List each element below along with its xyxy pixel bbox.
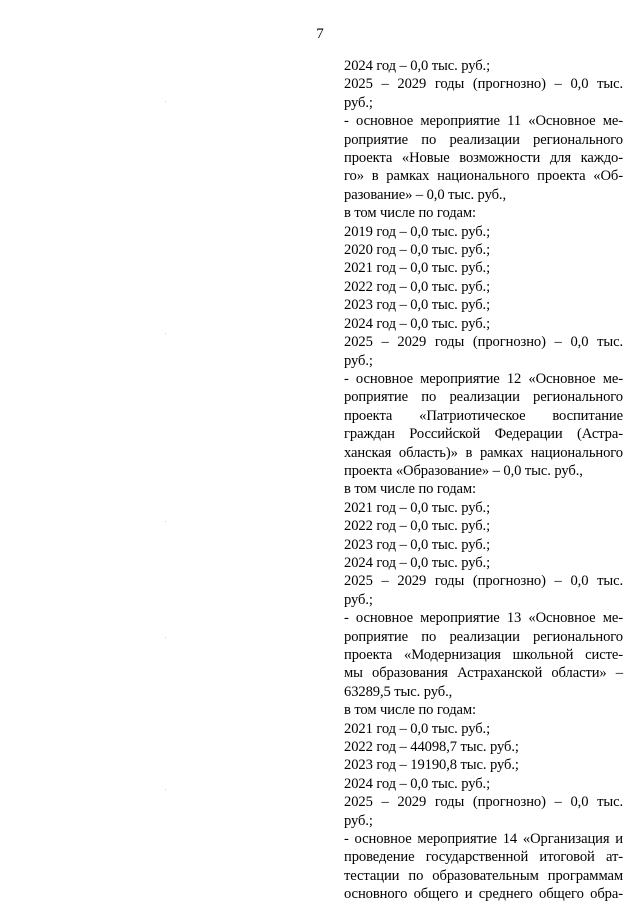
text-line: роприятие по реализации регионального [344,628,623,645]
scan-speck [165,637,166,638]
text-line: роприятие по реализации регионального [344,389,623,406]
text-line: 2024 год – 0,0 тыс. руб.; [344,554,491,571]
text-line: 2023 год – 0,0 тыс. руб.; [344,536,491,553]
text-line: 2024 год – 0,0 тыс. руб.; [344,58,491,74]
text-line: 2023 год – 0,0 тыс. руб.; [344,297,491,314]
scan-speck [165,333,166,334]
text-line: 2024 год – 0,0 тыс. руб.; [344,775,491,792]
text-line: 2019 год – 0,0 тыс. руб.; [344,223,491,240]
text-line: 2023 год – 19190,8 тыс. руб.; [344,757,519,774]
scan-speck [165,101,166,102]
text-line: в том числе по годам: [344,205,477,222]
text-line: 2025 – 2029 годы (прогнозно) – 0,0 тыс. [344,334,623,351]
text-line: проекта «Образование» – 0,0 тыс. руб., [344,462,583,479]
text-line: - основное мероприятие 12 «Основное ме- [344,370,623,387]
text-line: руб.; [344,591,373,608]
text-line: проекта «Новые возможности для каждо- [344,150,623,167]
text-line: тестации по образовательным программам [344,867,623,884]
text-line: - основное мероприятие 13 «Основное ме- [344,610,623,627]
scan-speck [165,521,166,522]
page-number: 7 [316,26,324,42]
text-line: 2021 год – 0,0 тыс. руб.; [344,720,491,737]
text-line: проведение государственной итоговой ат- [344,849,623,866]
text-line: 2024 год – 0,0 тыс. руб.; [344,315,491,332]
text-line: в том числе по годам: [344,481,477,498]
text-line: в том числе по годам: [344,702,477,719]
text-line: роприятие по реализации регионального [344,131,623,148]
text-line: руб.; [344,352,373,369]
scan-speck [165,789,166,790]
text-line: проекта «Модернизация школьной систе- [344,647,623,663]
text-line: мы образования Астраханской области» – [344,665,623,682]
text-line: го» в рамках национального проекта «Об- [344,168,623,185]
text-column [344,57,623,904]
text-line: 2022 год – 44098,7 тыс. руб.; [344,739,519,756]
text-line: 2025 – 2029 годы (прогнозно) – 0,0 тыс. [344,794,623,811]
text-line: основного общего и среднего общего обра- [344,886,623,903]
text-line: руб.; [344,94,373,111]
text-line: 2021 год – 0,0 тыс. руб.; [344,499,491,516]
text-line: 2022 год – 0,0 тыс. руб.; [344,278,491,295]
text-line: 2025 – 2029 годы (прогнозно) – 0,0 тыс. [344,573,623,590]
text-line: - основное мероприятие 11 «Основное ме- [344,113,623,130]
text-line: разование» – 0,0 тыс. руб., [344,186,506,203]
text-line: 2021 год – 0,0 тыс. руб.; [344,260,491,277]
text-line: 2020 год – 0,0 тыс. руб.; [344,242,491,259]
text-line: ханская область)» в рамках национального [344,444,623,461]
text-line: - основное мероприятие 14 «Организация и [344,831,623,848]
text-line: 2025 – 2029 годы (прогнозно) – 0,0 тыс. [344,76,623,93]
text-line: 2022 год – 0,0 тыс. руб.; [344,518,491,535]
text-line: 63289,5 тыс. руб., [344,683,453,700]
text-line: руб.; [344,812,373,829]
text-line: проекта «Патриотическое воспитание [344,407,623,424]
text-line: граждан Российской Федерации (Астра- [344,426,623,443]
